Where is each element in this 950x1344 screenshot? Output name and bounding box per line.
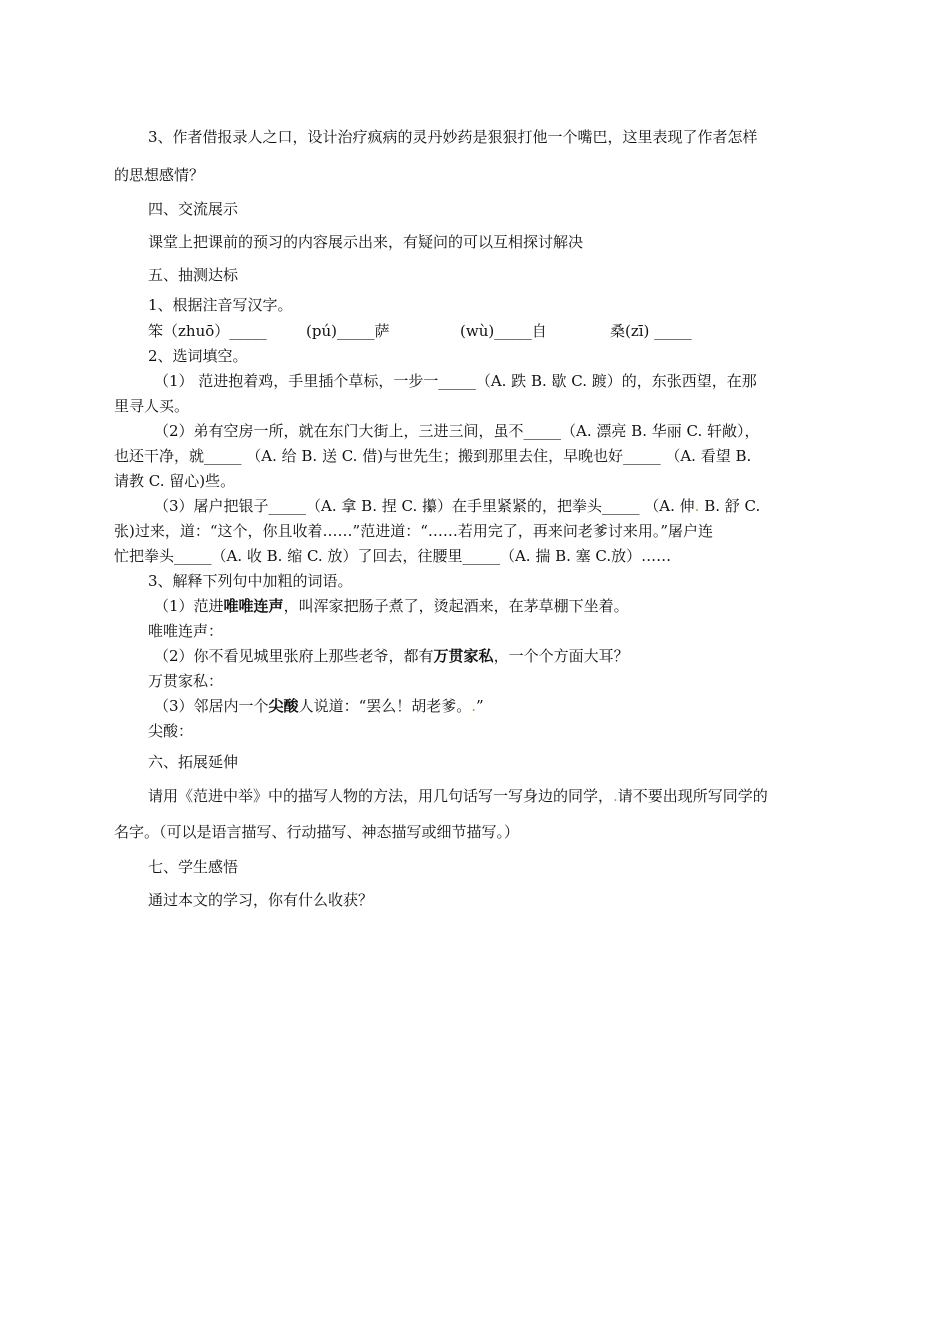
bold-term-1: 唯唯连声 — [223, 597, 284, 615]
section-6-line-2: 名字。（可以是语言描写、行动描写、神态描写或细节描写。） — [114, 823, 520, 841]
pinyin-item-2: (pú)_____萨 — [306, 322, 390, 340]
s5-q3-2-post: ，一个个方面大耳？ — [493, 647, 629, 665]
section-4-text: 课堂上把课前的预习的内容展示出来，有疑问的可以互相探讨解决 — [148, 233, 584, 251]
pinyin-item-4: 桑(zī) _____ — [610, 322, 692, 340]
section-6-title: 六、拓展延伸 — [148, 753, 239, 771]
pinyin-item-3: (wù)_____自 — [460, 322, 547, 340]
s5-q2-title: 2、选词填空。 — [148, 347, 248, 365]
s5-q2-p3-line-1a: （3）屠户把银子_____（A. 拿 B. 捏 C. 攥）在手里紧紧的，把拳头_____ （A. 伸 — [154, 497, 695, 515]
s5-q2-p3-line-1 — [154, 496, 760, 516]
stray-dot: . — [613, 787, 618, 805]
s5-q2-p3-line-1b: B. 舒 C. — [699, 497, 761, 515]
s5-q3-title: 3、解释下列句中加粗的词语。 — [148, 572, 353, 590]
s5-q3-1-post: ，叫浑家把肠子煮了，烫起酒来，在茅草棚下坐着。 — [283, 597, 629, 615]
stray-dot: . — [471, 697, 477, 715]
question-3-line-1: 3、作者借报录人之口，设计治疗疯病的灵丹妙药是狠狠打他一个嘴巴，这里表现了作者怎样 — [148, 128, 758, 146]
bold-term-3: 尖酸 — [268, 697, 299, 715]
s5-q3-1-sentence — [154, 596, 629, 616]
s5-q2-p3-line-3: 忙把拳头_____（A. 收 B. 缩 C. 放）了回去，往腰里_____（A. 揣 B. 塞 C.放）…… — [114, 547, 672, 565]
question-3-line-2: 的思想感情？ — [114, 166, 205, 184]
section-7-title: 七、学生感悟 — [148, 858, 239, 876]
s5-q2-p1-line-2: 里寻人买。 — [114, 397, 190, 415]
section-6-line-1b: 请不要出现所写同学的 — [617, 787, 768, 805]
bold-term-2: 万贯家私 — [433, 647, 494, 665]
stray-dot: . — [694, 497, 700, 515]
section-4-title: 四、交流展示 — [148, 200, 239, 218]
s5-q3-3-post: 人说道：“罢么！胡老爹。 — [298, 697, 472, 715]
s5-q2-p2-line-2: 也还干净，就_____ （A. 给 B. 送 C. 借)与世先生；搬到那里去住，早晚也好_____ （A. 看望 B. — [114, 447, 752, 465]
s5-q3-1-pre: （1）范进 — [154, 597, 224, 615]
s5-q3-3-sentence — [154, 696, 484, 716]
section-5-title: 五、抽测达标 — [148, 266, 239, 284]
section-6-line-1a: 请用《范进中举》中的描写人物的方法，用几句话写一写身边的同学， — [148, 787, 614, 805]
s5-q3-2-sentence — [154, 646, 629, 666]
s5-q3-2-label: 万贯家私： — [148, 672, 224, 690]
s5-q3-3-end: ” — [476, 697, 484, 715]
section-6-line-1 — [148, 786, 768, 806]
pinyin-item-1: 笨（zhuō）_____ — [148, 322, 267, 340]
s5-q1-title: 1、根据注音写汉字。 — [148, 296, 293, 314]
s5-q2-p1-line-1: （1） 范进抱着鸡，手里插个草标，一步一_____（A. 跌 B. 歇 C. 踱）的，东张西望，在那 — [154, 372, 757, 390]
section-7-text: 通过本文的学习，你有什么收获？ — [148, 891, 374, 909]
s5-q3-3-label: 尖酸： — [148, 722, 194, 740]
s5-q2-p2-line-1: （2）弟有空房一所，就在东门大街上，三进三间，虽不_____（A. 漂亮 B. 华丽 C. 轩敞）， — [154, 422, 760, 440]
s5-q3-2-pre: （2）你不看见城里张府上那些老爷，都有 — [154, 647, 434, 665]
s5-q2-p2-line-3: 请教 C. 留心)些。 — [114, 472, 236, 490]
s5-q3-1-label: 唯唯连声： — [148, 622, 224, 640]
s5-q3-3-pre: （3）邻居内一个 — [154, 697, 269, 715]
s5-q2-p3-line-2: 张)过来，道：“这个，你且收着……”范进道：“……若用完了，再来问老爹讨来用。”屠户连 — [114, 522, 714, 540]
